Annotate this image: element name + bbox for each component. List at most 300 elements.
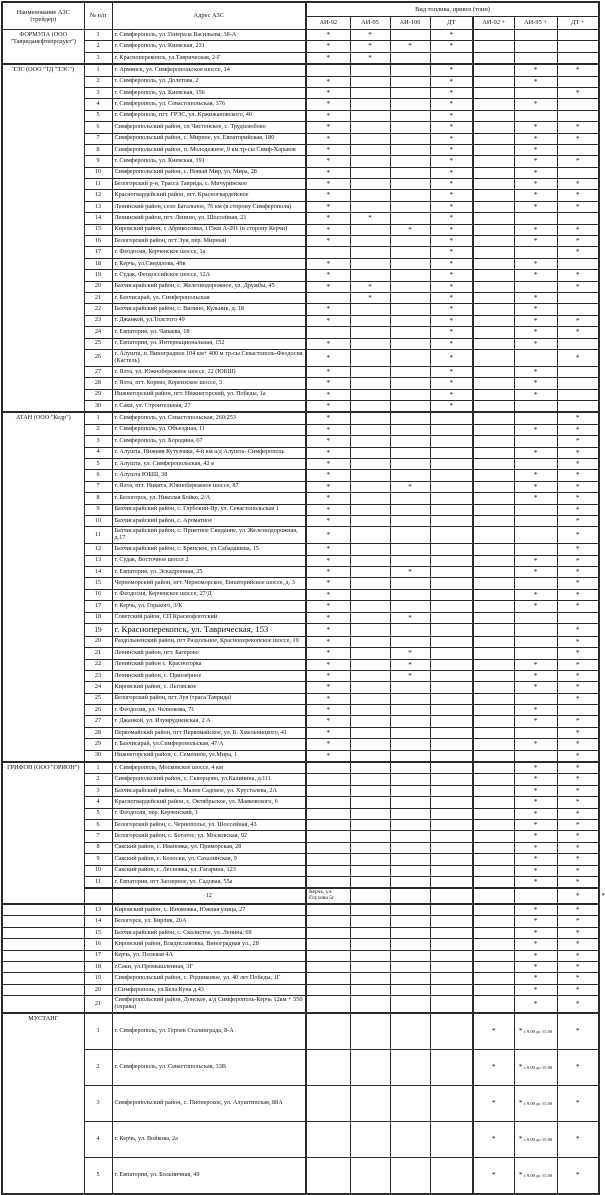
fuel-cell: * [514, 762, 557, 774]
fuel-cell [473, 76, 514, 87]
fuel-cell [350, 481, 390, 492]
fuel-cell [473, 705, 514, 716]
fuel-cell: * [514, 236, 557, 247]
fuel-cell: * [430, 167, 473, 178]
fuel-cell: * [514, 424, 557, 435]
table-row [2, 854, 599, 865]
fuel-cell [390, 831, 430, 842]
row-number-cell: 12 [84, 190, 112, 201]
address-cell: Ленинский район с. Красногорка [112, 659, 306, 670]
fuel-cell: * [306, 436, 350, 447]
fuel-cell [306, 939, 350, 950]
row-number-cell: 29 [84, 389, 112, 400]
fuel-cell [473, 939, 514, 950]
address-cell: г. Белогорск, ул. Николая Бойко, 2/А [112, 493, 306, 504]
fuel-cell [390, 1122, 430, 1158]
fuel-cell: * [306, 258, 350, 269]
fuel-cell [514, 1086, 557, 1122]
row-number-cell: 17 [84, 601, 112, 612]
fuel-cell [390, 366, 430, 377]
row-number-cell: 28 [84, 727, 112, 738]
row-number-cell: 20 [84, 636, 112, 647]
fuel-cell [350, 808, 390, 819]
address-cell: Бахчисарайский район, с. Вилино, Кульник, д. 18 [112, 304, 306, 315]
address-cell: г. Армянск, ул. Симферопольское шоссе, 14 [112, 64, 306, 76]
fuel-cell [430, 984, 473, 995]
fuel-cell [350, 515, 390, 526]
fuel-cell [514, 213, 557, 224]
fuel-cell: * [557, 636, 599, 647]
fuel-cell [390, 270, 430, 281]
fuel-cell: * [514, 122, 557, 133]
fuel-column-header: АИ-95 + [514, 17, 557, 30]
fuel-cell [473, 831, 514, 842]
fuel-cell [390, 682, 430, 693]
fuel-cell [390, 527, 430, 544]
fuel-cell: * [557, 589, 599, 600]
fuel-cell [473, 750, 514, 762]
fuel-cell: * [306, 424, 350, 435]
fuel-cell [473, 99, 514, 110]
fuel-cell: * [306, 122, 350, 133]
row-number-cell: 1 [84, 64, 112, 76]
trader-name-cell [2, 973, 84, 984]
table-row [2, 110, 599, 121]
fuel-cell [350, 156, 390, 167]
fuel-cell: * [306, 236, 350, 247]
fuel-cell: * [430, 41, 473, 52]
fuel-cell [473, 493, 514, 504]
fuel-cell [350, 973, 390, 984]
fuel-cell: * [557, 682, 599, 693]
row-number-cell: 1 [84, 30, 112, 41]
fuel-cell: * [390, 224, 430, 235]
address-cell: Нижнегорский район, с. Семенное, ул.Мира, 1 [112, 750, 306, 762]
address-cell: г. Алушта, п. Виноградное 104 км+ 400 м тр-сы Севастополь-Феодосия (Кастель) [112, 349, 306, 366]
fuel-cell: * [306, 201, 350, 212]
fuel-cell: * [430, 292, 473, 303]
table-row [2, 156, 599, 167]
fuel-cell: * [514, 144, 557, 155]
fuel-cell [557, 30, 599, 41]
table-row [2, 304, 599, 315]
fuel-cell [390, 76, 430, 87]
fuel-cell: * [306, 493, 350, 504]
azs-fuel-table [1, 1, 605, 1195]
table-row [2, 366, 599, 377]
fuel-cell [473, 973, 514, 984]
fuel-cell [350, 842, 390, 853]
fuel-cell: * [430, 304, 473, 315]
fuel-cell [390, 808, 430, 819]
table-row [2, 950, 599, 961]
fuel-cell: * [514, 389, 557, 400]
fuel-cell [514, 727, 557, 738]
fuel-cell [350, 984, 390, 995]
fuel-cell: * [430, 99, 473, 110]
row-number-cell: 29 [84, 739, 112, 750]
table-row [2, 400, 599, 412]
row-number-cell: 5 [84, 458, 112, 469]
fuel-cell: * [306, 481, 350, 492]
address-cell: г. Симферополь, Московское шоссе, 4 км [112, 762, 306, 774]
fuel-cell [473, 179, 514, 190]
fuel-cell: * [306, 515, 350, 526]
fuel-cell: * [557, 64, 599, 76]
fuel-cell: * [514, 808, 557, 819]
table-body [2, 30, 605, 1195]
fuel-cell [390, 338, 430, 349]
fuel-cell [430, 52, 473, 64]
table-row [2, 436, 599, 447]
fuel-cell: * [514, 64, 557, 76]
fuel-cell [390, 950, 430, 961]
table-row [2, 258, 599, 269]
fuel-cell [514, 578, 557, 589]
fuel-cell [306, 950, 350, 961]
fuel-cell [390, 515, 430, 526]
fuel-cell [473, 304, 514, 315]
fuel-cell: * [430, 366, 473, 377]
fuel-cell [390, 888, 430, 904]
row-number-cell: 21 [84, 996, 112, 1013]
fuel-cell: * [557, 247, 599, 258]
fuel-cell [390, 1086, 430, 1122]
fuel-cell: * [557, 774, 599, 785]
fuel-cell [350, 682, 390, 693]
fuel-cell [473, 224, 514, 235]
fuel-cell [390, 842, 430, 853]
fuel-cell: * [390, 670, 430, 681]
table-row [2, 876, 599, 888]
fuel-cell [473, 110, 514, 121]
table-row [2, 739, 599, 750]
table-row [2, 762, 599, 774]
fuel-cell [430, 515, 473, 526]
fuel-cell: * [306, 389, 350, 400]
fuel-cell [350, 458, 390, 469]
fuel-cell [430, 682, 473, 693]
fuel-cell: * [430, 378, 473, 389]
fuel-cell [390, 973, 430, 984]
fuel-cell [306, 64, 350, 76]
fuel-cell [430, 436, 473, 447]
address-cell: г. Симферополь, ул. Севастопольская, 376 [112, 99, 306, 110]
fuel-cell [473, 693, 514, 704]
fuel-cell [514, 458, 557, 469]
row-number-cell: 19 [84, 973, 112, 984]
fuel-cell [557, 258, 599, 269]
fuel-cell [557, 144, 599, 155]
fuel-cell [390, 87, 430, 98]
fuel-cell: * [557, 854, 599, 865]
row-number-cell: 11 [84, 527, 112, 544]
fuel-cell [473, 808, 514, 819]
fuel-cell [390, 447, 430, 458]
address-cell: г. Симферополь, пгт. ГРЭС, ул. Кржижановского, 40 [112, 110, 306, 121]
table-row [2, 939, 599, 950]
table-row [2, 41, 599, 52]
row-number-cell: 9 [84, 504, 112, 515]
fuel-cell [430, 950, 473, 961]
fuel-cell [430, 648, 473, 659]
address-cell: Бахчисарайский район, с. Глубокий-Яр, ул. Севастопольская 1 [112, 504, 306, 515]
fuel-cell [350, 904, 390, 916]
address-cell: Бахчисарайский район, с. Брянское, ул.Сабадашева, 15 [112, 544, 306, 555]
fuel-cell [473, 648, 514, 659]
fuel-cell [430, 1050, 473, 1086]
fuel-cell [430, 750, 473, 762]
fuel-cell [350, 716, 390, 727]
fuel-cell: * [514, 865, 557, 876]
row-number-cell: 13 [84, 555, 112, 566]
fuel-cell [350, 927, 390, 938]
fuel-cell [306, 292, 350, 303]
address-cell: г. Симферополь, ул. Киевская, 231 [112, 41, 306, 52]
fuel-cell: * [557, 224, 599, 235]
fuel-cell [390, 1050, 430, 1086]
fuel-cell [430, 424, 473, 435]
fuel-cell [473, 916, 514, 927]
fuel-cell [430, 739, 473, 750]
fuel-cell [390, 167, 430, 178]
fuel-cell [473, 30, 514, 41]
fuel-cell [557, 99, 599, 110]
address-cell: Симферопольский район, с. Новый Мир, ул. Мира, 28 [112, 167, 306, 178]
fuel-cell: * [306, 304, 350, 315]
fuel-cell [514, 281, 557, 292]
fuel-cell: * [473, 1122, 514, 1158]
fuel-cell [390, 865, 430, 876]
fuel-cell [350, 705, 390, 716]
fuel-cell: * [514, 927, 557, 938]
fuel-cell: * [306, 682, 350, 693]
fuel-cell [514, 1050, 557, 1086]
table-row [2, 865, 599, 876]
address-cell: г.Симферополь, ул.Бела Куна д.43 [112, 984, 306, 995]
address-cell: Белогорский район, пгт. Зуя, пер. Мирный [112, 236, 306, 247]
row-number-cell: 9 [84, 156, 112, 167]
fuel-cell: * [557, 349, 599, 366]
fuel-cell: * [557, 327, 599, 338]
fuel-cell: * [306, 648, 350, 659]
fuel-cell: * [514, 366, 557, 377]
fuel-cell: * [514, 973, 557, 984]
table-row [2, 327, 599, 338]
fuel-cell [350, 99, 390, 110]
fuel-cell: * [557, 201, 599, 212]
row-number-cell: 16 [84, 589, 112, 600]
fuel-cell [557, 304, 599, 315]
fuel-cell: * [557, 458, 599, 469]
fuel-cell [473, 258, 514, 269]
fuel-cell [473, 270, 514, 281]
fuel-cell: * [514, 190, 557, 201]
table-row [2, 996, 599, 1013]
fuel-time-note: с 9.00 до 15.00 [522, 1173, 553, 1179]
fuel-cell [514, 87, 557, 98]
fuel-cell [430, 819, 473, 830]
address-cell: г. Симферополь, ул. Героев Сталинграда, 8-А [112, 1013, 306, 1050]
fuel-cell: * [557, 916, 599, 927]
fuel-cell [350, 693, 390, 704]
fuel-cell [390, 52, 430, 64]
fuel-cell: * [306, 315, 350, 326]
fuel-cell: * [306, 99, 350, 110]
fuel-cell: * [390, 659, 430, 670]
fuel-column-header: АИ-95 [350, 17, 390, 30]
table-row [2, 962, 599, 973]
fuel-cell [350, 122, 390, 133]
table-row [2, 52, 599, 64]
row-number-cell: 4 [84, 447, 112, 458]
fuel-cell [473, 389, 514, 400]
row-number-cell: 15 [84, 578, 112, 589]
header-row-top [2, 2, 599, 17]
fuel-cell: * [557, 785, 599, 796]
fuel-cell: * [557, 984, 599, 995]
fuel-cell: * [430, 179, 473, 190]
address-cell: г. Джанкой, ул. Изумрудненская, 2 А [112, 716, 306, 727]
fuel-cell: * [557, 762, 599, 774]
fuel-cell [390, 470, 430, 481]
table-header [2, 2, 599, 30]
fuel-cell [430, 831, 473, 842]
fuel-cell: * [306, 213, 350, 224]
fuel-cell [350, 601, 390, 612]
table-row [2, 122, 599, 133]
address-cell: г. Джанкой, ул.Толстого 49 [112, 315, 306, 326]
table-row [2, 481, 599, 492]
fuel-cell: * [557, 797, 599, 808]
table-row [2, 693, 599, 704]
fuel-cell [473, 544, 514, 555]
address-cell: Симферопольский район, сп Чистенское, с. Трудолюбово [112, 122, 306, 133]
address-cell: г. Симферополь, ул. Киевская, 156 [112, 87, 306, 98]
table-row [2, 612, 599, 623]
fuel-cell [557, 378, 599, 389]
fuel-cell [430, 589, 473, 600]
fuel-cell: * [514, 819, 557, 830]
fuel-cell: * [350, 281, 390, 292]
table-row [2, 412, 599, 424]
fuel-cell: * [350, 30, 390, 41]
fuel-cell [430, 762, 473, 774]
fuel-cell [557, 366, 599, 377]
fuel-cell: * [430, 338, 473, 349]
fuel-cell: * [557, 962, 599, 973]
fuel-cell: * [557, 865, 599, 876]
fuel-cell [390, 378, 430, 389]
fuel-cell [350, 623, 390, 636]
fuel-cell [473, 996, 514, 1013]
row-number-cell: 7 [84, 831, 112, 842]
fuel-cell [473, 52, 514, 64]
fuel-cell: * [306, 270, 350, 281]
fuel-cell [473, 64, 514, 76]
fuel-cell [306, 996, 350, 1013]
row-number-cell: 3 [84, 52, 112, 64]
fuel-cell: * [514, 270, 557, 281]
fuel-cell: * [557, 750, 599, 762]
fuel-cell [473, 201, 514, 212]
fuel-cell [350, 247, 390, 258]
address-cell: Симферопольский район, с. Скворцово, ул.Калинина, д.111 [112, 774, 306, 785]
fuel-cell: * [306, 716, 350, 727]
table-row [2, 589, 599, 600]
fuel-cell [306, 1013, 350, 1050]
address-cell: Симферопольский район, п. Молодежное, 9 км тр-сы Симф-Харьков [112, 144, 306, 155]
fuel-cell [473, 412, 514, 424]
fuel-cell [473, 566, 514, 577]
fuel-cell [430, 916, 473, 927]
fuel-cell [430, 842, 473, 853]
row-number-cell: 4 [84, 797, 112, 808]
table-row [2, 1013, 599, 1050]
address-cell: г. Симферополь, ул. Киевская, 191 [112, 156, 306, 167]
table-row [2, 750, 599, 762]
fuel-cell [350, 378, 390, 389]
fuel-cell [430, 797, 473, 808]
fuel-cell: * [557, 470, 599, 481]
fuel-cell: * [430, 270, 473, 281]
fuel-cell [350, 366, 390, 377]
fuel-cell [390, 693, 430, 704]
fuel-cell [473, 338, 514, 349]
fuel-cell [350, 727, 390, 738]
row-number-cell: 23 [84, 670, 112, 681]
fuel-cell [473, 144, 514, 155]
fuel-cell [430, 1122, 473, 1158]
fuel-cell [350, 190, 390, 201]
fuel-cell [473, 424, 514, 435]
fuel-cell: * [514, 493, 557, 504]
row-number-cell: 2 [84, 41, 112, 52]
fuel-cell [473, 213, 514, 224]
fuel-cell: * [557, 1086, 599, 1122]
row-number-cell: 10 [84, 167, 112, 178]
fuel-cell: * [514, 179, 557, 190]
table-row [2, 270, 599, 281]
fuel-cell [514, 1158, 557, 1195]
fuel-cell: * [514, 167, 557, 178]
fuel-cell [390, 504, 430, 515]
fuel-cell: * [306, 144, 350, 155]
fuel-cell: * [514, 258, 557, 269]
row-number-cell: 22 [84, 659, 112, 670]
fuel-cell: * [430, 76, 473, 87]
fuel-cell [390, 122, 430, 133]
fuel-cell [350, 493, 390, 504]
fuel-cell [473, 156, 514, 167]
fuel-cell [473, 659, 514, 670]
fuel-cell: * [306, 378, 350, 389]
address-cell: г. Симферополь, ул. Севастопольская, 33В [112, 1050, 306, 1086]
table-row [2, 470, 599, 481]
fuel-cell [390, 854, 430, 865]
fuel-cell: * [557, 156, 599, 167]
table-row [2, 247, 599, 258]
address-cell: Раздольненский район, пгт Раздольное, Красноперекопское шоссе, 19 [112, 636, 306, 647]
fuel-cell: * [306, 110, 350, 121]
table-row [2, 682, 599, 693]
address-cell: г. Красноперекопск, ул. Таврическая, 153 [112, 623, 306, 636]
fuel-cell [473, 962, 514, 973]
fuel-cell: * [350, 41, 390, 52]
fuel-cell [306, 842, 350, 853]
table-row [2, 144, 599, 155]
fuel-cell [430, 623, 473, 636]
